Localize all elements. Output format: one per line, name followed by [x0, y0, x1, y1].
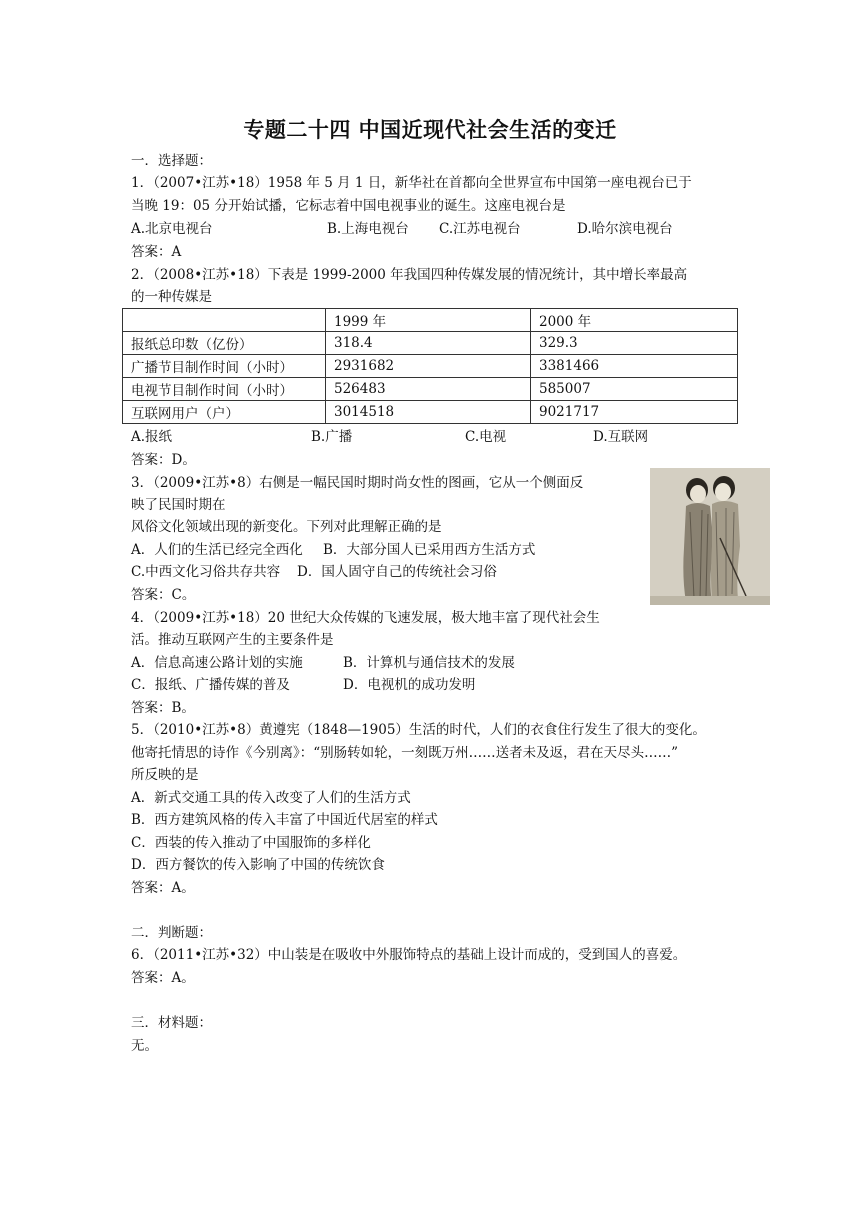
table-cell: 526483 — [326, 378, 531, 401]
q5-option-a: A．新式交通工具的传入改变了人们的生活方式 — [131, 790, 411, 806]
table-cell: 电视节目制作时间（小时） — [123, 378, 326, 401]
page-title: 专题二十四 中国近现代社会生活的变迁 — [243, 118, 617, 142]
q2-option-d: D.互联网 — [593, 429, 649, 445]
table-cell: 2931682 — [326, 355, 531, 378]
republican-era-women-illustration — [650, 468, 770, 605]
table-cell: 585007 — [531, 378, 738, 401]
section-heading-choice: 一．选择题： — [131, 153, 212, 169]
q3-options-cd — [131, 561, 631, 583]
table-header-cell: 1999 年 — [326, 309, 531, 332]
table-row — [123, 401, 738, 424]
q1-option-a: A.北京电视台 — [131, 221, 213, 237]
q3-option-a: A．人们的生活已经完全西化 — [131, 542, 303, 558]
q6-text-line1: 6．（2011•江苏•32）中山装是在吸收中外服饰特点的基础上设计而成的，受到国人的喜爱。 — [131, 947, 687, 963]
q1-text-line1: 1．（2007•江苏•18）1958 年 5 月 1 日，新华社在首都向全世界宣布中国第一座电视台已于 — [131, 175, 692, 191]
table-cell: 3381466 — [531, 355, 738, 378]
table-header-cell: 2000 年 — [531, 309, 738, 332]
table-cell: 报纸总印数（亿份） — [123, 332, 326, 355]
q1-option-c: C.江苏电视台 — [439, 221, 521, 237]
q4-options-ab — [131, 652, 631, 674]
q4-option-d: D．电视机的成功发明 — [343, 677, 476, 693]
q5-text-line2: 他寄托情思的诗作《今别离》：“别肠转如轮，一刻既万州……送者未及返，君在天尽头……” — [131, 745, 679, 761]
q4-text-line2: 活。推动互联网产生的主要条件是 — [131, 632, 334, 648]
q4-options-cd — [131, 674, 631, 696]
q3-option-c: C.中西文化习俗共存共容 — [131, 564, 281, 580]
q4-option-b: B．计算机与通信技术的发展 — [343, 655, 515, 671]
material-none-text: 无。 — [131, 1038, 158, 1054]
q5-option-c: C．西装的传入推动了中国服饰的多样化 — [131, 835, 371, 851]
q5-text-line1: 5．（2010•江苏•8）黄遵宪（1848—1905）生活的时代，人们的衣食住行发生了很大的变化。 — [131, 722, 706, 738]
table-header-cell — [123, 309, 326, 332]
q3-text-line1: 3．（2009•江苏•8）右侧是一幅民国时期时尚女性的图画，它从一个侧面反 — [131, 475, 584, 491]
q2-option-c: C.电视 — [465, 429, 507, 445]
q3-options-ab — [131, 539, 631, 561]
q1-option-b: B.上海电视台 — [327, 221, 409, 237]
table-cell: 互联网用户（户） — [123, 401, 326, 424]
media-stats-table — [122, 308, 738, 424]
q3-option-d: D．国人固守自己的传统社会习俗 — [297, 564, 497, 580]
q1-answer: 答案：A — [131, 244, 182, 260]
q2-answer: 答案：D。 — [131, 452, 196, 468]
table-row — [123, 378, 738, 401]
section-heading-judgment: 二．判断题： — [131, 925, 212, 941]
table-row — [123, 355, 738, 378]
q2-option-b: B.广播 — [311, 429, 353, 445]
table-cell: 9021717 — [531, 401, 738, 424]
q3-answer: 答案：C。 — [131, 587, 196, 603]
q4-text-line1: 4．（2009•江苏•18）20 世纪大众传媒的飞速发展，极大地丰富了现代社会生 — [131, 610, 600, 626]
q5-option-b: B．西方建筑风格的传入丰富了中国近代居室的样式 — [131, 812, 438, 828]
q5-answer: 答案：A。 — [131, 880, 195, 896]
table-header-row — [123, 309, 738, 332]
q1-options — [131, 218, 751, 240]
table-cell: 广播节目制作时间（小时） — [123, 355, 326, 378]
section-heading-material: 三．材料题： — [131, 1015, 212, 1031]
table-cell: 3014518 — [326, 401, 531, 424]
q1-text-line2: 当晚 19：05 分开始试播，它标志着中国电视事业的诞生。这座电视台是 — [131, 198, 566, 214]
q6-answer: 答案：A。 — [131, 970, 195, 986]
q5-text-line3: 所反映的是 — [131, 767, 199, 783]
q2-text-line1: 2．（2008•江苏•18）下表是 1999-2000 年我国四种传媒发展的情况统计，其中增长率最高 — [131, 267, 688, 283]
q2-options — [131, 426, 751, 448]
q2-option-a: A.报纸 — [131, 429, 173, 445]
illustration-drawing — [650, 468, 770, 605]
q2-text-line2: 的一种传媒是 — [131, 289, 212, 305]
q1-option-d: D.哈尔滨电视台 — [577, 221, 673, 237]
q5-option-d: D．西方餐饮的传入影响了中国的传统饮食 — [131, 857, 385, 873]
table-cell: 318.4 — [326, 332, 531, 355]
q4-option-c: C．报纸、广播传媒的普及 — [131, 677, 290, 693]
table-row — [123, 332, 738, 355]
q3-text-line2: 映了民国时期在 — [131, 497, 226, 513]
table-cell: 329.3 — [531, 332, 738, 355]
q4-answer: 答案：B。 — [131, 700, 195, 716]
q3-option-b: B．大部分国人已采用西方生活方式 — [323, 542, 536, 558]
q4-option-a: A．信息高速公路计划的实施 — [131, 655, 303, 671]
q3-text-line3: 风俗文化领域出现的新变化。下列对此理解正确的是 — [131, 519, 442, 535]
